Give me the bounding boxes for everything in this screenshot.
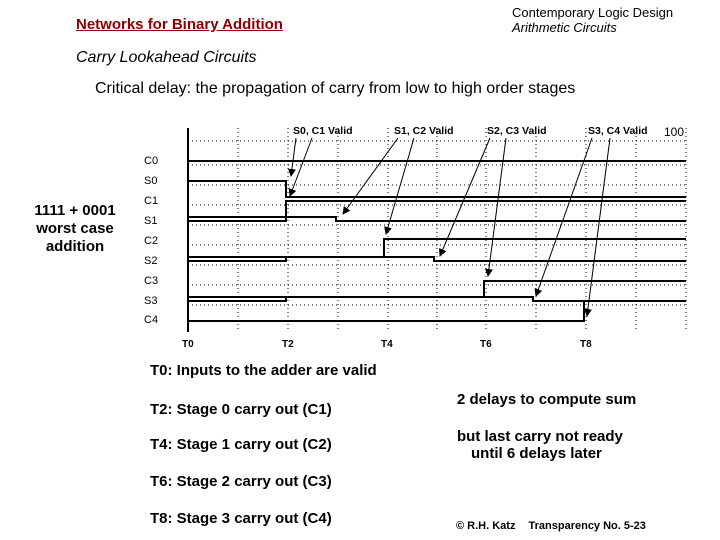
copyright: © R.H. Katz <box>456 520 516 532</box>
section-title: Carry Lookahead Circuits <box>76 49 257 66</box>
slide-title-link[interactable]: Networks for Binary Addition <box>76 16 283 33</box>
arrow-s0 <box>291 138 296 176</box>
signal-label-c0: C0 <box>144 155 159 167</box>
carry-delay-note <box>457 428 623 462</box>
grid-vertical <box>188 128 686 330</box>
time-label-t2: T2 <box>282 339 294 350</box>
annotation-s0-c1: S0, C1 Valid <box>293 125 353 137</box>
chapter-name: Arithmetic Circuits <box>512 20 617 35</box>
signal-label-c1: C1 <box>144 195 159 207</box>
critical-delay-text: Critical delay: the propagation of carry from low to high order stages <box>95 80 576 97</box>
arrow-c4 <box>587 138 610 316</box>
time-scale-max: 100 <box>664 125 685 139</box>
step-t4: T4: Stage 1 carry out (C2) <box>150 436 332 453</box>
step-t8: T8: Stage 3 carry out (C4) <box>150 510 332 527</box>
time-label-t8: T8 <box>580 339 592 350</box>
arrow-c3 <box>488 138 506 276</box>
step-t2: T2: Stage 0 carry out (C1) <box>150 401 332 418</box>
course-name: Contemporary Logic Design <box>512 5 674 20</box>
arrow-c2 <box>386 138 414 234</box>
footer <box>456 520 656 532</box>
signal-labels <box>144 155 158 326</box>
valid-annotations <box>293 125 648 137</box>
annotation-s2-c3: S2, C3 Valid <box>487 125 547 137</box>
carry-delay-line2: until 6 delays later <box>471 445 602 462</box>
signal-label-c4: C4 <box>144 314 159 326</box>
signal-label-c3: C3 <box>144 275 159 287</box>
annotation-s1-c2: S1, C2 Valid <box>394 125 454 137</box>
signal-label-s3: S3 <box>144 295 158 307</box>
time-label-t6: T6 <box>480 339 492 350</box>
transparency-number: Transparency No. 5-23 <box>528 520 646 532</box>
sum-delay-note: 2 delays to compute sum <box>457 391 637 408</box>
time-label-t0: T0 <box>182 339 194 350</box>
carry-delay-line1: but last carry not ready <box>457 428 623 445</box>
signal-label-s0: S0 <box>144 175 158 187</box>
annotation-s3-c4: S3, C4 Valid <box>588 125 648 137</box>
waveform-c4 <box>188 301 584 321</box>
signal-label-s2: S2 <box>144 255 158 267</box>
worst-case-label: 1111 + 0001 worst case addition <box>34 202 116 255</box>
signal-label-c2: C2 <box>144 235 159 247</box>
signal-label-s1: S1 <box>144 215 158 227</box>
step-t6: T6: Stage 2 carry out (C3) <box>150 473 332 490</box>
step-t0: T0: Inputs to the adder are valid <box>150 362 377 379</box>
time-label-t4: T4 <box>381 339 393 350</box>
arrow-c1 <box>290 138 312 196</box>
time-labels <box>182 339 592 350</box>
arrow-s1 <box>343 138 398 214</box>
